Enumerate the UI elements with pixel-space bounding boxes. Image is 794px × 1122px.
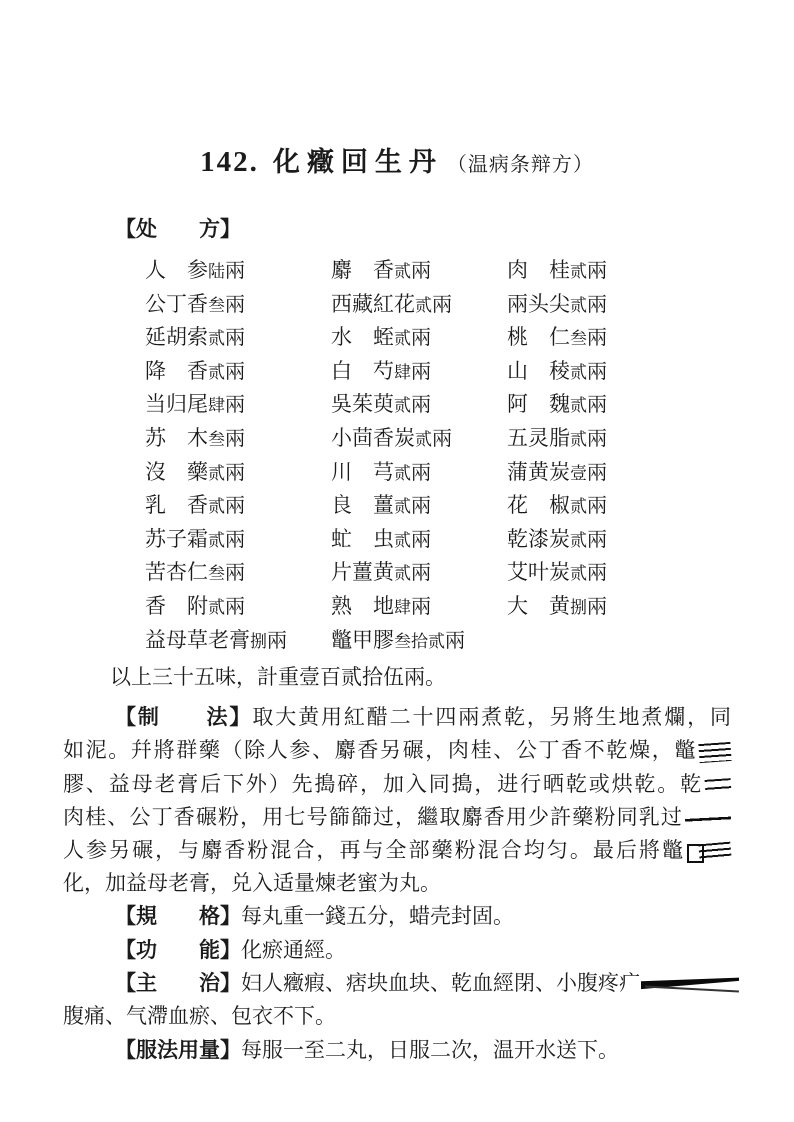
ingredient-qty: 叁 (208, 295, 225, 315)
ingredient (331, 422, 507, 456)
method-line (63, 834, 731, 867)
ingredient-unit: 兩 (225, 360, 245, 383)
formula-name: 化癥回生丹 (272, 147, 443, 177)
indication-continued: 腹痛、气滯血瘀、包衣不下。 (63, 1004, 336, 1029)
ingredient-qty: 贰 (394, 262, 411, 281)
ingredient-unit: 兩 (445, 629, 465, 652)
ingredient-qty: 贰 (570, 295, 587, 315)
section-heading-indication: 【主 治】 (115, 971, 241, 996)
ingredient-qty: 肆 (394, 597, 411, 617)
ingredient-unit: 兩 (587, 260, 607, 282)
print-smudge (641, 976, 739, 994)
ingredient-unit: 兩 (432, 427, 452, 450)
ingredient (145, 422, 331, 456)
ingredient-name: 虻 虫 (331, 526, 394, 551)
ingredient-unit: 兩 (411, 260, 431, 282)
ingredient (507, 556, 731, 590)
dosage-text: 每服一至二丸，日服二次，温开水送下。 (241, 1037, 619, 1062)
ingredient-unit: 兩 (411, 528, 431, 551)
ingredient-qty: 贰 (394, 396, 411, 416)
ingredient-qty: 贰 (394, 463, 411, 483)
ingredient-name: 兩头尖 (507, 291, 570, 316)
partial-glyph: 疒 (619, 971, 640, 996)
ingredient-qty: 贰 (570, 429, 587, 449)
function-text: 化瘀通經。 (241, 937, 346, 962)
method-text: 肉桂、公丁香碾粉，用七号篩篩过，繼取麝香用少許藥粉同乳过 (63, 804, 683, 829)
ingredient-qty: 贰 (570, 262, 587, 281)
ingredient-name: 益母草老膏 (145, 627, 250, 652)
ingredient-unit: 兩 (587, 427, 607, 450)
ingredient-name: 公丁香 (145, 291, 208, 316)
ingredient (145, 254, 331, 288)
ingredient-qty: 贰 (570, 530, 587, 550)
ingredient-table (145, 254, 731, 657)
ingredient-qty: 贰 (394, 329, 411, 349)
section-heading-method: 【制 法】 (115, 705, 253, 730)
total-weight-line: 以上三十五味，計重壹百贰拾伍兩。 (110, 665, 446, 690)
ingredient-name: 小茴香炭 (331, 425, 415, 450)
ingredient-name: 苏 木 (145, 425, 208, 450)
ingredient-unit: 兩 (587, 528, 607, 551)
method-line (63, 768, 731, 801)
ingredient-qty: 贰 (570, 362, 587, 382)
section-heading-prescription: 【处 方】 (115, 217, 241, 241)
ingredient-qty: 贰 (570, 497, 587, 517)
ingredient-name: 香 附 (145, 593, 208, 618)
ingredient (331, 288, 507, 322)
ingredient-qty: 叁 (208, 429, 225, 449)
ingredient (331, 489, 507, 523)
ingredient-qty: 贰 (208, 329, 225, 349)
ingredient-qty: 贰 (570, 396, 587, 416)
ingredient-unit: 兩 (225, 394, 245, 417)
ingredient (507, 254, 731, 288)
ingredient (507, 355, 731, 389)
ingredient-unit: 兩 (587, 595, 607, 618)
ingredient-name: 麝 香 (331, 258, 394, 282)
method-line (63, 801, 731, 834)
ingredient-qty: 贰 (208, 463, 225, 483)
ingredient (507, 288, 731, 322)
ingredient (331, 456, 507, 490)
ingredient-unit: 兩 (225, 461, 245, 484)
ingredient-unit: 兩 (587, 461, 607, 484)
ingredient-name: 沒 藥 (145, 459, 208, 484)
section-heading-dosage: 【服法用量】 (115, 1037, 241, 1062)
section-heading-function: 【功 能】 (115, 937, 241, 962)
ingredient-qty: 贰 (208, 497, 225, 517)
ingredient-unit: 兩 (587, 360, 607, 383)
ingredient-qty: 叁 (570, 329, 587, 349)
ingredient-name: 乾漆炭 (507, 526, 570, 551)
ingredient-unit: 兩 (411, 595, 431, 618)
ingredient-unit: 兩 (411, 360, 431, 383)
ingredient-name: 熟 地 (331, 593, 394, 618)
method-line (63, 701, 731, 734)
ingredient-qty: 贰 (570, 564, 587, 584)
ingredient (145, 288, 331, 322)
ingredient-qty: 捌 (250, 631, 267, 651)
ingredient-name: 阿 魏 (507, 392, 570, 417)
ingredient-name: 西藏紅花 (331, 291, 415, 316)
ingredient-name: 苦杏仁 (145, 560, 208, 585)
ingredient (507, 422, 731, 456)
ingredient (331, 523, 507, 557)
ingredient-unit: 兩 (411, 562, 431, 585)
ingredient-qty: 陆 (208, 262, 225, 281)
print-smudge (705, 778, 732, 793)
ingredient-qty: 贰 (208, 597, 225, 617)
ingredient-name: 人 参 (145, 258, 208, 282)
section-spec (115, 900, 731, 933)
ingredient-unit: 兩 (411, 495, 431, 518)
ingredient (145, 624, 331, 658)
ingredient-name: 乳 香 (145, 493, 208, 518)
formula-source: （温病条辩方） (446, 154, 594, 176)
ingredient-unit: 兩 (411, 327, 431, 350)
ingredient (507, 523, 731, 557)
ingredient-unit: 兩 (432, 293, 452, 316)
method-text: 取大黄用紅醋二十四兩煮乾，另將生地煮爛，同 (252, 705, 732, 730)
ingredient-name: 当归尾 (145, 392, 208, 417)
section-dosage (115, 1034, 731, 1067)
method-line: 化，加益母老膏，兑入适量煉老蜜为丸。 (63, 871, 441, 896)
ingredient-qty: 贰 (415, 429, 432, 449)
ingredient-unit: 兩 (587, 293, 607, 316)
ingredient-unit: 兩 (225, 495, 245, 518)
ingredient-name: 吳茱萸 (331, 392, 394, 417)
ingredient (145, 523, 331, 557)
print-smudge (687, 842, 731, 862)
ingredient (507, 624, 731, 658)
ingredient-unit: 兩 (411, 461, 431, 484)
ingredient-unit: 兩 (587, 562, 607, 585)
ingredient (145, 355, 331, 389)
ingredient-name: 五灵脂 (507, 425, 570, 450)
ingredient-unit: 兩 (225, 595, 245, 618)
ingredient-name: 肉 桂 (507, 258, 570, 282)
ingredient (145, 590, 331, 624)
ingredient (331, 355, 507, 389)
formula-title (63, 140, 731, 186)
ingredient-name: 良 薑 (331, 493, 394, 518)
ingredient-name: 鼈甲膠 (331, 627, 394, 652)
ingredient (507, 321, 731, 355)
ingredient-name: 水 蛭 (331, 325, 394, 350)
method-line (63, 734, 731, 767)
method-text: 如泥。幷將群藥（除人参、麝香另碾，肉桂、公丁香不乾燥，鼈 (63, 738, 697, 763)
ingredient-unit: 兩 (225, 427, 245, 450)
ingredient-qty: 捌 (570, 597, 587, 617)
section-function (115, 934, 731, 967)
section-indication (115, 967, 731, 1000)
ingredient (331, 590, 507, 624)
ingredient (331, 321, 507, 355)
ingredient-qty: 叁 (208, 564, 225, 584)
ingredient-unit: 兩 (587, 394, 607, 417)
ingredient (145, 388, 331, 422)
formula-number: 142. (200, 146, 259, 178)
ingredient-unit: 兩 (225, 293, 245, 316)
ingredient (145, 321, 331, 355)
ingredient (145, 489, 331, 523)
method-text: 膠、益母老膏后下外）先搗碎，加入同搗，进行晒乾或烘乾。乾 (63, 771, 703, 796)
ingredient-name: 苏子霜 (145, 526, 208, 551)
ingredient (331, 254, 507, 288)
ingredient-name: 大 黄 (507, 593, 570, 618)
ingredient (507, 489, 731, 523)
print-smudge (685, 812, 732, 826)
ingredient (145, 556, 331, 590)
ingredient (331, 556, 507, 590)
ingredient (507, 388, 731, 422)
spec-text: 每丸重一錢五分，蜡壳封固。 (241, 904, 514, 929)
ingredient-qty: 贰 (208, 530, 225, 550)
print-smudge (698, 742, 731, 763)
ingredient-qty: 叁拾贰 (394, 631, 445, 651)
method-text: 人参另碾，与麝香粉混合，再与全部藥粉混合均匀。最后將鼈 (63, 837, 685, 862)
ingredient-name: 白 芍 (331, 358, 394, 383)
ingredient-unit: 兩 (587, 495, 607, 518)
ingredient-name: 山 稜 (507, 358, 570, 383)
ingredient (507, 456, 731, 490)
ingredient-qty: 贰 (394, 564, 411, 584)
ingredient-unit: 兩 (225, 562, 245, 585)
ingredient-qty: 贰 (208, 362, 225, 382)
ingredient-name: 艾叶炭 (507, 560, 570, 585)
ingredient-unit: 兩 (587, 327, 607, 350)
ingredient-qty: 贰 (394, 497, 411, 517)
ingredient-name: 桃 仁 (507, 325, 570, 350)
section-heading-spec: 【規 格】 (115, 904, 241, 929)
ingredient-name: 蒲黄炭 (507, 459, 570, 484)
ingredient-name: 片薑黄 (331, 560, 394, 585)
ingredient-unit: 兩 (411, 394, 431, 417)
ingredient (507, 590, 731, 624)
ingredient-unit: 兩 (225, 260, 245, 282)
ingredient-qty: 壹 (570, 463, 587, 483)
ingredient-qty: 贰 (415, 295, 432, 315)
ingredient (145, 456, 331, 490)
indication-text: 妇人癥瘕、痞块血块、乾血經閉、小腹疼 (241, 971, 619, 996)
ingredient-qty: 肆 (394, 362, 411, 382)
ingredient-qty: 肆 (208, 396, 225, 416)
ingredient-name: 降 香 (145, 358, 208, 383)
ingredient-name: 延胡索 (145, 325, 208, 350)
ingredient-name: 花 椒 (507, 493, 570, 518)
ingredient-name: 川 芎 (331, 459, 394, 484)
ingredient (331, 624, 507, 658)
ingredient-unit: 兩 (267, 629, 287, 652)
ingredient-unit: 兩 (225, 327, 245, 350)
ingredient-unit: 兩 (225, 528, 245, 551)
section-method (63, 701, 731, 900)
ingredient (331, 388, 507, 422)
ingredient-qty: 贰 (394, 530, 411, 550)
